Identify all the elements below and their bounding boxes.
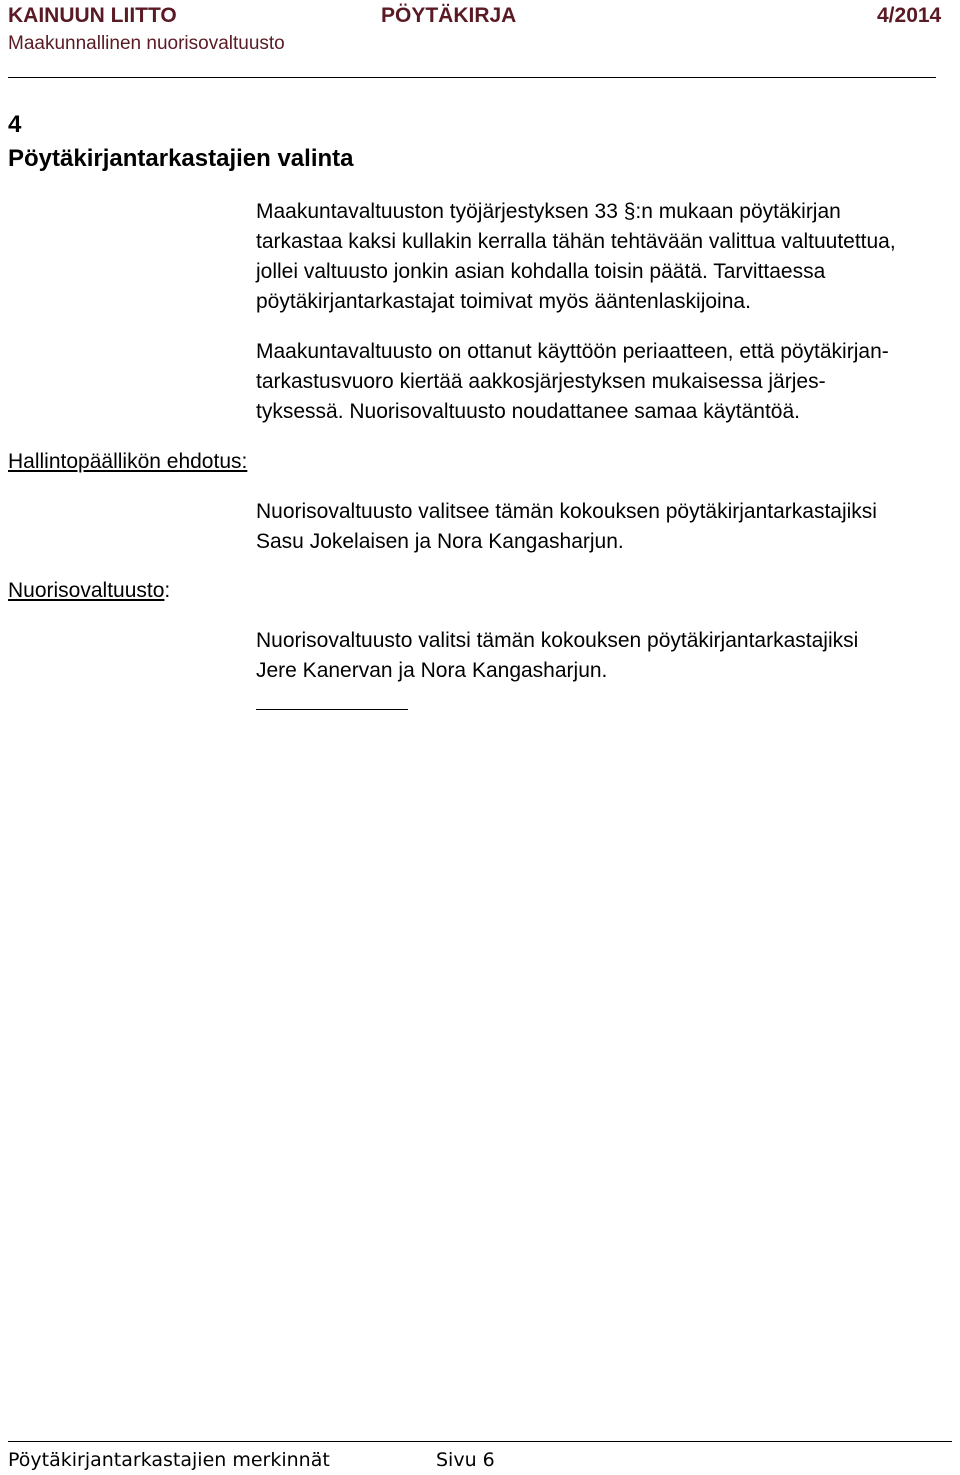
header-rule (8, 77, 936, 78)
text-line: Maakuntavaltuusto on ottanut käyttöön periaatteen, että pöytäkirjan- (256, 340, 889, 363)
decision-label (8, 579, 170, 603)
section-title: Pöytäkirjantarkastajien valinta (8, 145, 354, 172)
page-number: Sivu 6 (436, 1449, 495, 1471)
document-number: 4/2014 (877, 4, 942, 27)
text-line: Nuorisovaltuusto valitsi tämän kokouksen pöytäkirjantarkastajiksi (256, 629, 859, 652)
proposal-label (8, 450, 247, 474)
footer-notes-label: Pöytäkirjantarkastajien merkinnät (8, 1449, 330, 1471)
decision-label-text: Nuorisovaltuusto (8, 579, 165, 602)
text-line: tyksessä. Nuorisovaltuusto noudattanee samaa käytäntöä. (256, 400, 800, 423)
text-line: Maakuntavaltuuston työjärjestyksen 33 §:n mukaan pöytäkirjan (256, 200, 841, 223)
decision-label-suffix: : (164, 579, 171, 602)
intro-paragraph-2 (256, 337, 956, 427)
organization-name: KAINUUN LIITTO (8, 4, 177, 27)
text-line: tarkastusvuoro kiertää aakkosjärjestyksen mukaisessa järjes- (256, 370, 826, 393)
text-line: Nuorisovaltuusto valitsee tämän kokouksen pöytäkirjantarkastajiksi (256, 500, 877, 523)
text-line: Jere Kanervan ja Nora Kangasharjun. (256, 659, 608, 682)
text-line: Sasu Jokelaisen ja Nora Kangasharjun. (256, 530, 624, 553)
proposal-text (256, 497, 956, 557)
proposal-label-text: Hallintopäällikön ehdotus: (8, 450, 248, 473)
text-line: pöytäkirjantarkastajat toimivat myös ääntenlaskijoina. (256, 290, 751, 313)
text-line: tarkastaa kaksi kullakin kerralla tähän tehtävään valittua valtuutettua, (256, 230, 896, 253)
section-number: 4 (8, 111, 22, 138)
text-line: jollei valtuusto jonkin asian kohdalla toisin päätä. Tarvittaessa (256, 260, 826, 283)
document-type: PÖYTÄKIRJA (381, 4, 517, 27)
end-rule (256, 709, 408, 710)
body-name: Maakunnallinen nuorisovaltuusto (8, 33, 285, 54)
footer-rule (8, 1441, 952, 1442)
decision-text (256, 626, 956, 686)
intro-paragraph-1 (256, 197, 956, 317)
